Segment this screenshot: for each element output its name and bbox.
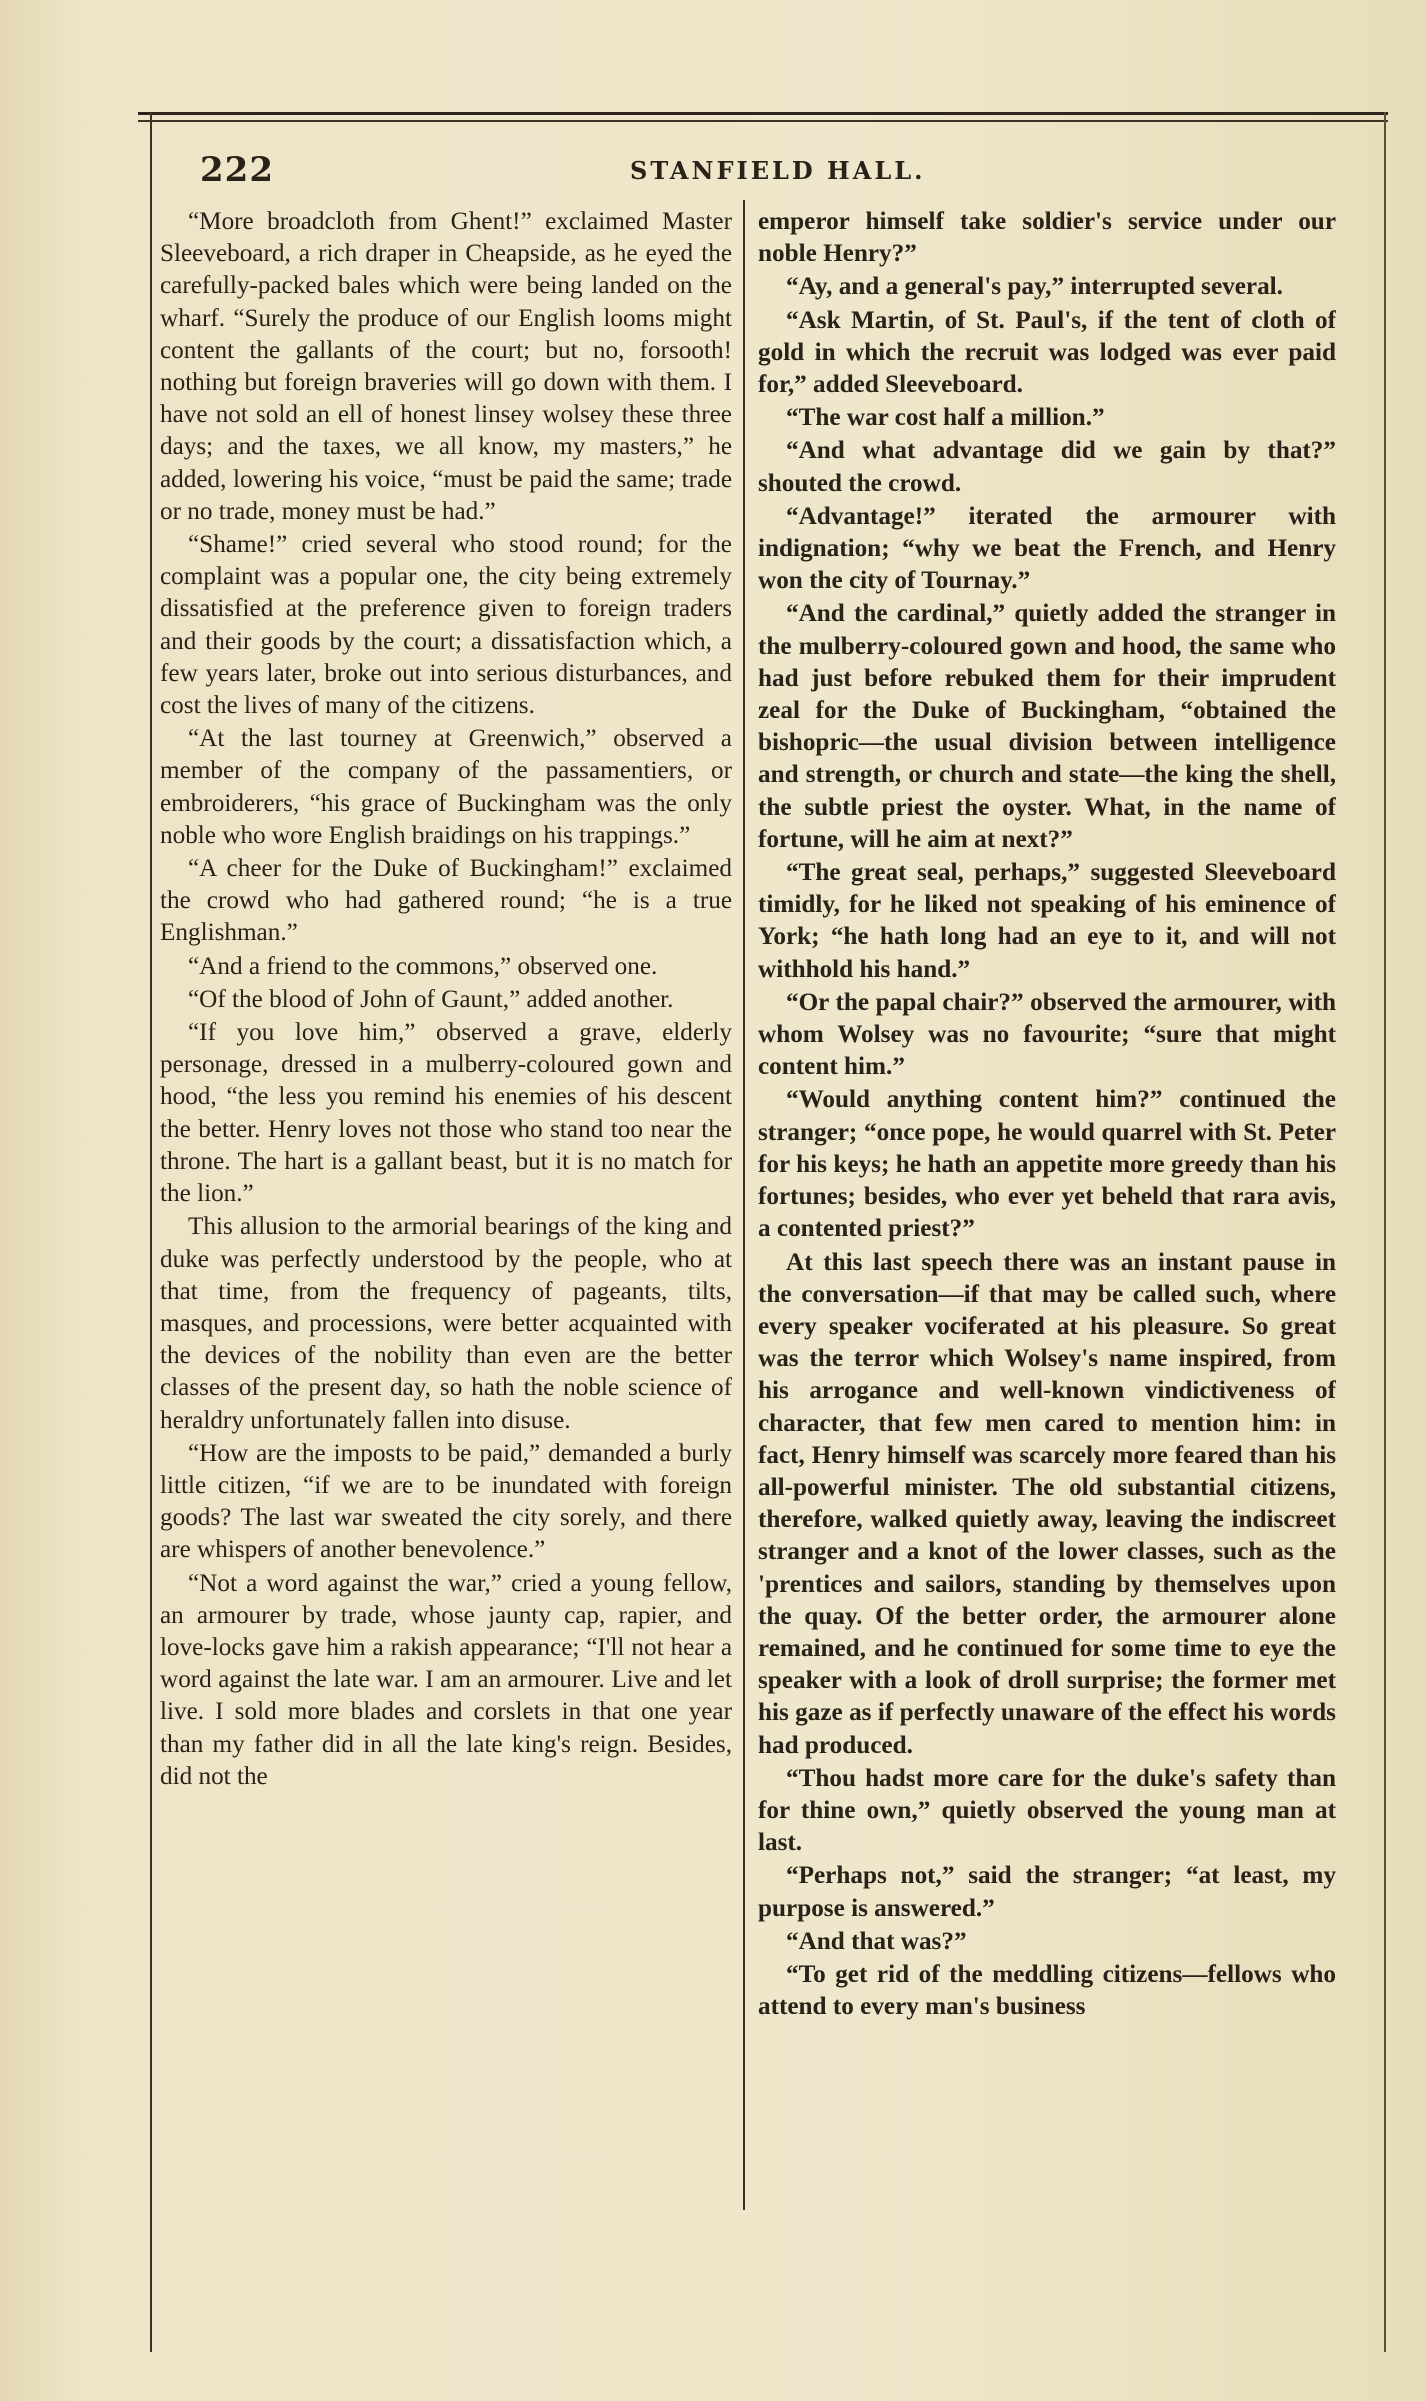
paragraph: “To get rid of the meddling citizens—fellows who attend to every man's business [758,1960,1336,2021]
paragraph: “Shame!” cried several who stood round; for the complaint was a popular one, the city being extremely dissatisfied at the preference given to foreign traders and their goods by the court; a dissatisfaction which, a few years later, broke out into serious disturbances, and cost the lives of many of the citizens. [160,531,732,720]
page-header [190,150,1340,190]
paragraph: “More broadcloth from Ghent!” exclaimed Master Sleeveboard, a rich draper in Cheapside, as he eyed the carefully-packed bales which were being landed on the wharf. “Surely the produce of our English looms might content the gallants of the court; but no, forsooth! nothing but foreign braveries will go down with them. I have not sold an ell of honest linsey wolsey these three days; and the taxes, we all know, my masters,” he added, lowering his voice, “must be paid the same; trade or no trade, money must be had.” [160,208,732,525]
paragraph: “Or the papal chair?” observed the armourer, with whom Wolsey was no favourite; “sure that might content him.” [758,988,1336,1081]
paragraph: “Thou hadst more care for the duke's safety than for thine own,” quietly observed the young man at last. [758,1764,1336,1857]
left-column [160,206,732,2186]
column-divider [743,200,745,2210]
paragraph: At this last speech there was an instant pause in the conversation—if that may be called such, where every speaker vociferated at his pleasure. So great was the terror which Wolsey's name inspired, from his arrogance and well-known vindictiveness of character, that few men cared to mention him: in fact, Henry himself was scarcely more feared than his all-powerful minister. The old substantial citizens, therefore, walked quietly away, leaving the indiscreet stranger and a knot of the lower classes, such as the 'prentices and sailors, standing by themselves upon the quay. Of the better order, the armourer alone remained, and he continued for some time to eye the speaker with a look of droll surprise; the former met his gaze as if perfectly unaware of the effect his words had produced. [758,1248,1336,1759]
header-rule [138,120,1388,122]
paragraph: “The great seal, perhaps,” suggested Sleeveboard timidly, for he liked not speaking of his eminence of York; “he hath long had an eye to it, and will not withhold his hand.” [758,859,1336,983]
paragraph: “How are the imposts to be paid,” demanded a burly little citizen, “if we are to be inundated with foreign goods? The last war sweated the city sorely, and there are whispers of another benevolence.” [160,1439,732,1564]
paragraph: “A cheer for the Duke of Buckingham!” exclaimed the crowd who had gathered round; “he is a true Englishman.” [160,855,732,947]
paragraph: “At the last tourney at Greenwich,” observed a member of the company of the passamentiers, or embroiderers, “his grace of Buckingham was the only noble who wore English braidings on his trappings.” [160,725,732,849]
left-margin-rule [150,112,152,2352]
paragraph: emperor himself take soldier's service under our noble Henry?” [758,208,1336,268]
page-number: 222 [200,150,274,190]
right-column [758,206,1336,2186]
running-title: STANFIELD HALL. [630,156,926,185]
paragraph: This allusion to the armorial bearings of the king and duke was perfectly understood by the people, who at that time, from the frequency of pageants, tilts, masques, and processions, were better acquainted with the devices of the nobility than even are the better classes of the present day, so hath the noble science of heraldry unfortunately fallen into disuse. [160,1213,732,1434]
paragraph: “Perhaps not,” said the stranger; “at least, my purpose is answered.” [758,1862,1336,1922]
paragraph: “Would anything content him?” continued the stranger; “once pope, he would quarrel with St. Peter for his keys; he hath an appetite more greedy than his fortunes; besides, who ever yet beheld that rara avis, a contented priest?” [758,1086,1336,1243]
paragraph: “The war cost half a million.” [786,404,1105,432]
paragraph: “Of the blood of John of Gaunt,” added another. [188,985,674,1013]
paragraph: “And what advantage did we gain by that?” shouted the crowd. [758,437,1336,497]
paragraph: “Advantage!” iterated the armourer with indignation; “why we beat the French, and Henry won the city of Tournay.” [758,502,1336,595]
paragraph: “Not a word against the war,” cried a young fellow, an armourer by trade, whose jaunty cap, rapier, and love-locks gave him a rakish appearance; “I'll not hear a word against the late war. I am an armourer. Live and let live. I sold more blades and corslets in that one year than my father did in all the late king's reign. Besides, did not the [160,1569,732,1790]
paragraph: “Ay, and a general's pay,” interrupted several. [786,273,1283,301]
paragraph: “If you love him,” observed a grave, elderly personage, dressed in a mulberry-coloured gown and hood, “the less you remind his enemies of his descent the better. Henry loves not those who stand too near the throne. The hart is a gallant beast, but it is no match for the lion.” [160,1019,732,1208]
paragraph: “And a friend to the commons,” observed one. [188,952,658,980]
paragraph: “And the cardinal,” quietly added the stranger in the mulberry-coloured gown and hood, the same who had just before rebuked them for their imprudent zeal for the Duke of Buckingham, “obtained the bishopric—the usual division between intelligence and strength, or church and state—the king the shell, the subtle priest the oyster. What, in the name of fortune, will he aim at next?” [758,600,1336,853]
right-margin-rule [1384,112,1386,2352]
paragraph: “And that was?” [786,1927,967,1955]
paragraph: “Ask Martin, of St. Paul's, if the tent of cloth of gold in which the recruit was lodged was ever paid for,” added Sleeveboard. [758,306,1336,399]
